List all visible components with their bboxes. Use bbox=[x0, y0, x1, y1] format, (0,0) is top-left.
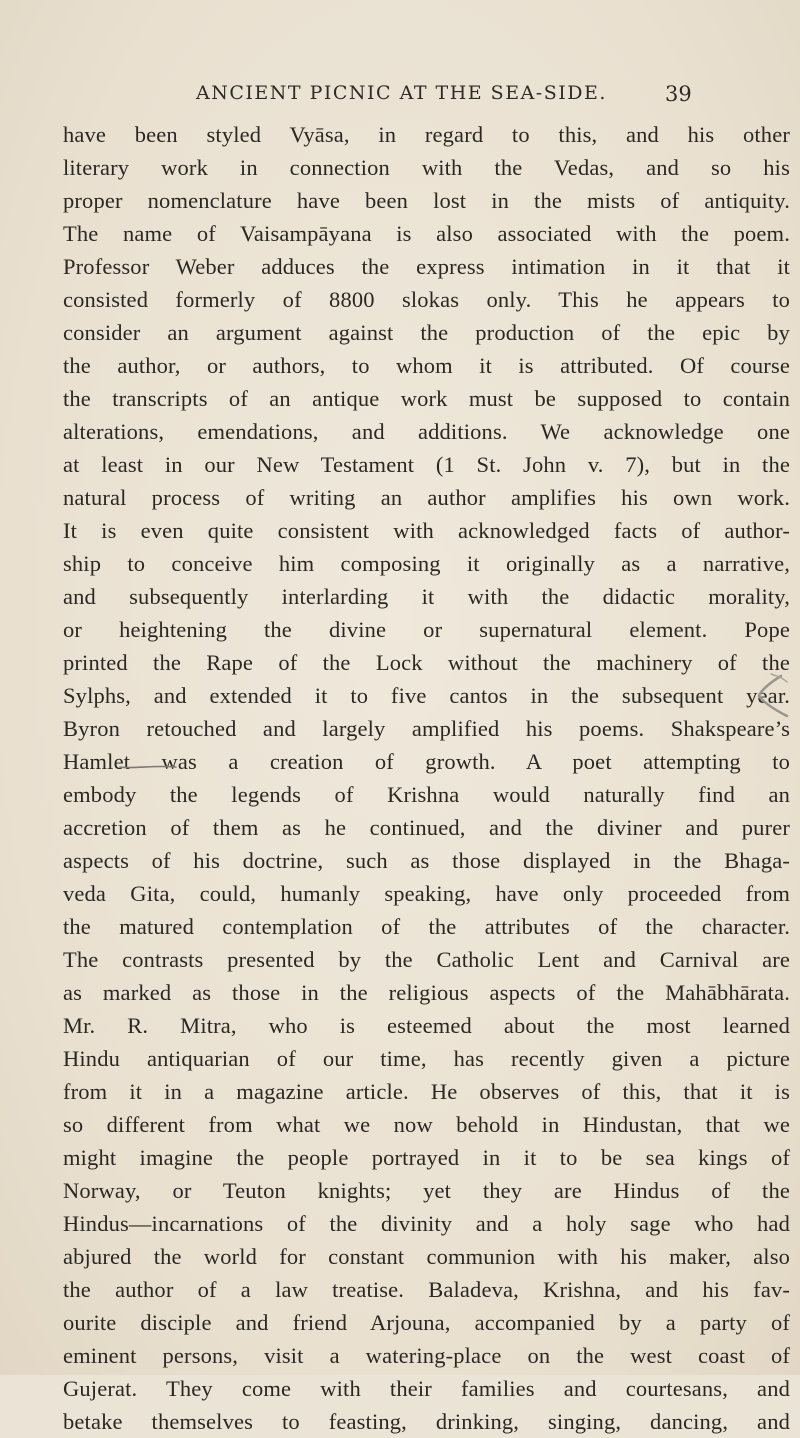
text-line: literary work in connection with the Vedas, and so his bbox=[63, 155, 790, 180]
text-line: The contrasts presented by the Catholic Lent and Carnival are bbox=[63, 947, 790, 972]
text-line: as marked as those in the religious aspects of the Mahābhārata. bbox=[63, 980, 790, 1005]
text-line: from it in a magazine article. He observes of this, that it is bbox=[63, 1079, 790, 1104]
text-line: the matured contemplation of the attributes of the character. bbox=[63, 914, 790, 939]
text-line: Norway, or Teuton knights; yet they are Hindus of the bbox=[63, 1178, 790, 1203]
text-line: Mr. R. Mitra, who is esteemed about the most learned bbox=[63, 1013, 790, 1038]
text-line: alterations, emendations, and additions. We acknowledge one bbox=[63, 419, 790, 444]
text-line: Hindu antiquarian of our time, has recently given a picture bbox=[63, 1046, 790, 1071]
body-text bbox=[63, 118, 790, 1438]
text-line: proper nomenclature have been lost in the mists of antiquity. bbox=[63, 188, 790, 213]
text-line: consider an argument against the production of the epic by bbox=[63, 320, 790, 345]
text-line: embody the legends of Krishna would naturally find an bbox=[63, 782, 790, 807]
text-line: It is even quite consistent with acknowledged facts of author- bbox=[63, 518, 790, 543]
pencil-annotation-mark bbox=[753, 672, 791, 720]
running-title: ANCIENT PICNIC AT THE SEA-SIDE. bbox=[196, 82, 607, 104]
text-line: aspects of his doctrine, such as those displayed in the Bhaga- bbox=[63, 848, 790, 873]
text-line: so different from what we now behold in Hindustan, that we bbox=[63, 1112, 790, 1137]
text-line: Hamlet was a creation of growth. A poet attempting to bbox=[63, 749, 790, 774]
text-line: veda Gita, could, humanly speaking, have only proceeded from bbox=[63, 881, 790, 906]
text-line: ourite disciple and friend Arjouna, accompanied by a party of bbox=[63, 1310, 790, 1335]
page-number: 39 bbox=[665, 82, 692, 106]
running-head bbox=[0, 82, 800, 114]
text-line: printed the Rape of the Lock without the machinery of the bbox=[63, 650, 790, 675]
text-line: and subsequently interlarding it with the didactic morality, bbox=[63, 584, 790, 609]
text-line: the transcripts of an antique work must be supposed to contain bbox=[63, 386, 790, 411]
text-line: or heightening the divine or supernatural element. Pope bbox=[63, 617, 790, 642]
text-line: accretion of them as he continued, and the diviner and purer bbox=[63, 815, 790, 840]
text-line: might imagine the people portrayed in it to be sea kings of bbox=[63, 1145, 790, 1170]
text-line: at least in our New Testament (1 St. John v. 7), but in the bbox=[63, 452, 790, 477]
text-line: consisted formerly of 8800 slokas only. This he appears to bbox=[63, 287, 790, 312]
text-line: ship to conceive him composing it originally as a narrative, bbox=[63, 551, 790, 576]
text-line: Byron retouched and largely amplified his poems. Shakspeare’s bbox=[63, 716, 790, 741]
text-line: have been styled Vyāsa, in regard to this, and his other bbox=[63, 122, 790, 147]
text-line: the author, or authors, to whom it is attributed. Of course bbox=[63, 353, 790, 378]
text-line: Sylphs, and extended it to five cantos in the subsequent year. bbox=[63, 683, 790, 708]
text-line: eminent persons, visit a watering-place on the west coast of bbox=[63, 1343, 790, 1368]
text-line: Gujerat. They come with their families and courtesans, and bbox=[63, 1376, 790, 1401]
text-line: the author of a law treatise. Baladeva, Krishna, and his fav- bbox=[63, 1277, 790, 1302]
text-line: abjured the world for constant communion with his maker, also bbox=[63, 1244, 790, 1269]
text-line: Professor Weber adduces the express intimation in it that it bbox=[63, 254, 790, 279]
text-line: natural process of writing an author amplifies his own work. bbox=[63, 485, 790, 510]
text-line: Hindus—incarnations of the divinity and a holy sage who had bbox=[63, 1211, 790, 1236]
pencil-underline-mark bbox=[118, 764, 178, 770]
text-line: betake themselves to feasting, drinking, singing, dancing, and bbox=[63, 1409, 790, 1434]
text-line: The name of Vaisampāyana is also associated with the poem. bbox=[63, 221, 790, 246]
